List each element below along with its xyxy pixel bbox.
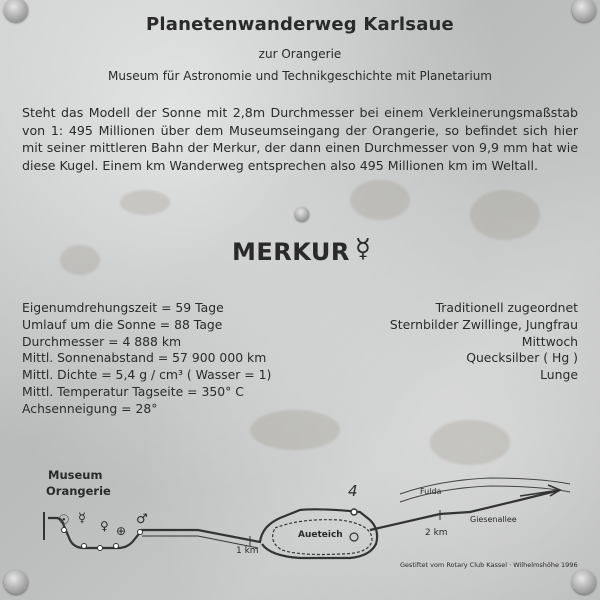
- museum-line: Museum für Astronomie und Technikgeschichte mit Planetarium: [107, 69, 492, 83]
- pond-label: Aueteich: [298, 530, 343, 540]
- planet-station-dot: [82, 544, 87, 549]
- association-item: Mittwoch: [521, 333, 578, 349]
- fact-density: Mittl. Dichte = 5,4 g / cm³ ( Wasser = 1): [22, 367, 272, 383]
- fact-distance: Mittl. Sonnenabstand = 57 900 000 km: [22, 350, 267, 366]
- intro-paragraph: Steht das Modell der Sonne mit 2,8m Durchmesser bei einem Verkleinerungsmaßstab von 1: 495 Millionen über dem Museumseingang der Orangerie, so befindet sich hier mit seiner mittleren Bahn der Merkur, der dann einen Durchmesser von 9,9 mm hat wie diese Kugel. Einem km Wanderweg entsprechen also 495 Millionen km im Weltall.: [22, 105, 578, 173]
- mercury-model-sphere: [295, 207, 309, 221]
- planet-station-dot: [98, 546, 103, 551]
- stain: [470, 190, 540, 240]
- association-item: Sternbilder Zwillinge, Jungfrau: [389, 316, 578, 332]
- stain: [430, 420, 510, 465]
- planet-facts-list: [22, 300, 271, 418]
- street-label: Giesenallee: [470, 515, 517, 524]
- island-icon: [350, 533, 358, 541]
- earth-symbol-icon: ⊕: [116, 524, 127, 538]
- fact-diameter: Durchmesser = 4 888 km: [22, 333, 182, 349]
- fact-rotation: Eigenumdrehungszeit = 59 Tage: [22, 300, 224, 315]
- mercury-symbol-icon: ☿: [355, 234, 371, 264]
- sign-subtitle: zur Orangerie: [258, 47, 342, 61]
- distance-label-1km: 1 km: [236, 546, 259, 556]
- sun-station-dot: [62, 528, 67, 533]
- sign-title: Planetenwanderweg Karlsaue: [146, 14, 454, 35]
- river-label: Fulda: [420, 487, 442, 496]
- map-label-orangerie: Orangerie: [46, 484, 111, 498]
- station-number: 4: [348, 482, 358, 500]
- fact-temperature: Mittl. Temperatur Tagseite = 350° C: [22, 383, 244, 399]
- station-marker: [351, 509, 357, 515]
- stain: [350, 180, 410, 220]
- venus-symbol-icon: ♀: [100, 519, 109, 533]
- sponsor-note: Gestiftet vom Rotary Club Kassel · Wilhelmshöhe 1996: [400, 561, 578, 569]
- fact-axial-tilt: Achsenneigung = 28°: [22, 400, 158, 416]
- stain: [120, 190, 170, 215]
- planet-station-dot: [114, 544, 119, 549]
- association-item: Quecksilber ( Hg ): [466, 350, 578, 366]
- mercury-symbol-icon: ☿: [78, 511, 86, 526]
- associations-heading: Traditionell zugeordnet: [435, 300, 578, 315]
- mars-symbol-icon: ♂: [136, 512, 148, 527]
- traditional-associations: [390, 300, 578, 384]
- sun-symbol-icon: ☉: [58, 513, 70, 528]
- walking-path-continuation: [370, 490, 560, 530]
- fact-orbit: Umlauf um die Sonne = 88 Tage: [22, 316, 223, 332]
- planet-station-dot: [138, 530, 143, 535]
- distance-label-2km: 2 km: [425, 528, 448, 538]
- association-item: Lunge: [540, 367, 578, 383]
- planet-name: MERKUR: [232, 238, 350, 266]
- stain: [60, 245, 100, 275]
- map-label-museum: Museum: [48, 468, 103, 482]
